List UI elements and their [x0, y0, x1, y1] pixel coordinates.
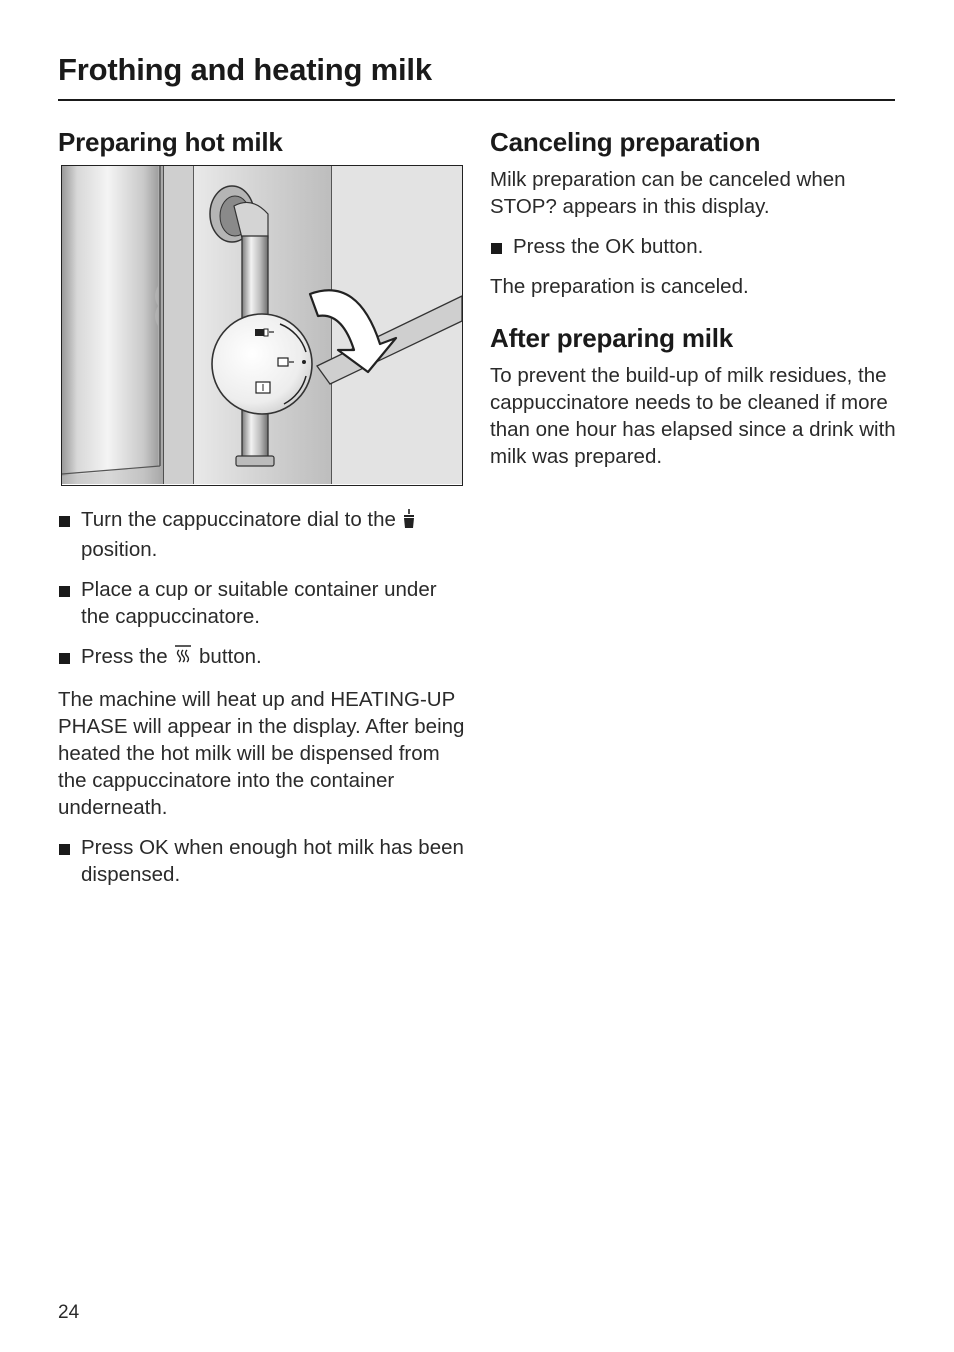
section-heading-after-preparing-milk: After preparing milk — [490, 323, 734, 353]
list-item-press-ok-cancel — [490, 233, 900, 260]
left-column — [58, 124, 468, 888]
list-item-text: Press OK when enough hot milk has been dispensed. — [81, 836, 464, 886]
list-item-text: position. — [81, 538, 158, 561]
bullet-square — [59, 586, 70, 597]
paragraph-cancel: Milk preparation can be canceled when STOP? appears in this display. — [490, 168, 846, 218]
cappuccinatore-dial-illustration — [61, 165, 463, 486]
bullet-square — [59, 653, 70, 664]
steam-button-icon — [173, 644, 193, 673]
title-rule — [58, 99, 895, 101]
list-item-turn-dial — [58, 506, 468, 563]
list-item-text: Press the — [81, 645, 168, 668]
page-title: Frothing and heating milk — [58, 52, 432, 87]
list-item-press-ok — [58, 834, 468, 888]
list-item-text: button. — [199, 645, 262, 668]
list-item-text: Place a cup or suitable container under the cappuccinatore. — [81, 578, 437, 628]
list-item-text: Press the OK button. — [513, 235, 704, 258]
section-heading-preparing-hot-milk: Preparing hot milk — [58, 127, 283, 157]
paragraph-heating-phase: The machine will heat up and HEATING-UP PHASE will appear in the display. After being heated the hot milk will be dispensed from the cappuccinatore into the container underneath. — [58, 688, 465, 819]
bullet-square — [491, 243, 502, 254]
bullet-square — [59, 516, 70, 527]
page-number: 24 — [58, 1302, 80, 1323]
list-item-place-cup — [58, 576, 468, 630]
paragraph-after-preparing: To prevent the build-up of milk residues, the cappuccinatore needs to be cleaned if more than one hour has elapsed since a drink with milk was prepared. — [490, 364, 896, 468]
paragraph-cancel-result: The preparation is canceled. — [490, 275, 749, 298]
bullet-square — [59, 844, 70, 855]
hot-milk-cup-icon — [402, 509, 416, 536]
section-heading-canceling-preparation: Canceling preparation — [490, 127, 761, 157]
list-item-press-steam-button — [58, 643, 468, 673]
right-column — [490, 124, 900, 470]
list-item-text: Turn the cappuccinatore dial to the — [81, 508, 396, 531]
